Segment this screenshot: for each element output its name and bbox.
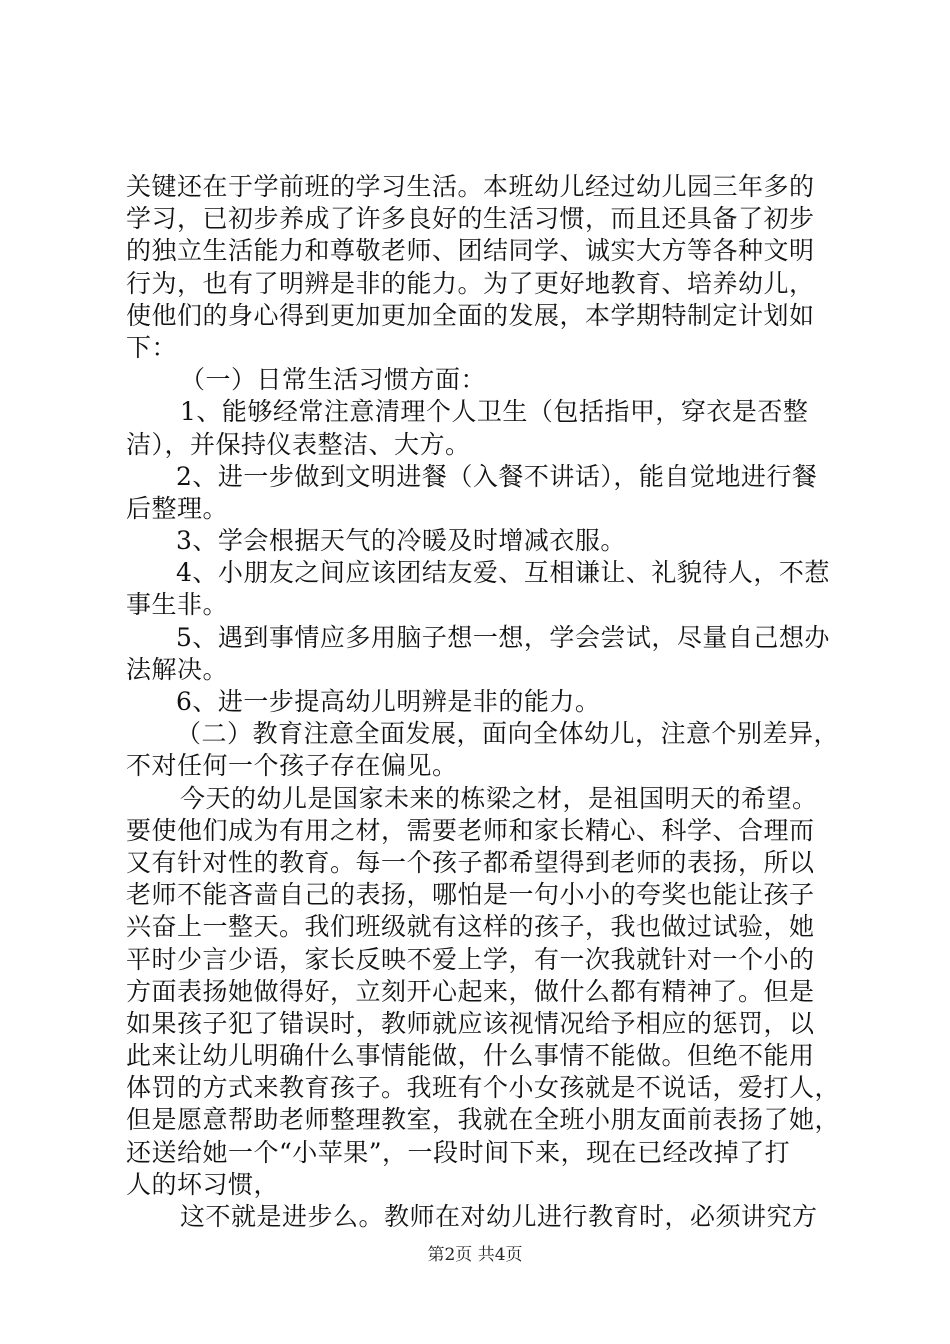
text-line: 不对任何一个孩子存在偏见。 — [126, 751, 458, 781]
text-line: 4、小朋友之间应该团结友爱、互相谦让、礼貌待人，不惹 — [176, 558, 830, 588]
text-line: 后整理。 — [126, 493, 229, 523]
text-line: 2、进一步做到文明进餐（入餐不讲话），能自觉地进行餐 — [176, 461, 818, 491]
text-line: 3、学会根据天气的冷暖及时增减衣服。 — [176, 526, 626, 556]
text-line: 体罚的方式来教育孩子。我班有个小女孩就是不说话，爱打人， — [126, 1073, 841, 1103]
text-line: 行为，也有了明辨是非的能力。为了更好地教育、培养幼儿， — [126, 268, 815, 298]
text-line: 今天的幼儿是国家未来的栋梁之材，是祖国明天的希望。 — [180, 783, 818, 813]
text-line: 此来让幼儿明确什么事情能做，什么事情不能做。但绝不能用 — [126, 1041, 815, 1071]
text-line: （一）日常生活习惯方面： — [180, 365, 487, 395]
text-line: 的独立生活能力和尊敬老师、团结同学、诚实大方等各种文明 — [126, 236, 815, 266]
text-line: 但是愿意帮助老师整理教室，我就在全班小朋友面前表扬了她， — [126, 1105, 841, 1135]
page-footer: 第2页 共4页 — [427, 1245, 523, 1265]
text-line: 还送给她一个“小苹果”，一段时间下来，现在已经改掉了打 — [126, 1137, 791, 1167]
text-line: 使他们的身心得到更加更加全面的发展，本学期特制定计划如 — [126, 300, 815, 330]
text-line: 兴奋上一整天。我们班级就有这样的孩子，我也做过试验，她 — [126, 912, 815, 942]
text-line: 如果孩子犯了错误时，教师就应该视情况给予相应的惩罚，以 — [126, 1008, 815, 1038]
text-line: 关键还在于学前班的学习生活。本班幼儿经过幼儿园三年多的 — [126, 172, 815, 201]
text-line: （二）教育注意全面发展，面向全体幼儿，注意个别差异， — [176, 719, 840, 749]
text-line: 1、能够经常注意清理个人卫生（包括指甲，穿衣是否整 — [180, 397, 809, 427]
text-line: 5、遇到事情应多用脑子想一想，学会尝试，尽量自己想办 — [176, 622, 830, 652]
text-line: 法解决。 — [126, 654, 229, 684]
text-line: 平时少言少语，家长反映不爱上学，有一次我就针对一个小的 — [126, 944, 815, 974]
text-line: 6、进一步提高幼儿明辨是非的能力。 — [176, 687, 601, 716]
text-line: 又有针对性的教育。每一个孩子都希望得到老师的表扬，所以 — [126, 847, 815, 877]
text-line: 这不就是进步么。教师在对幼儿进行教育时，必须讲究方 — [180, 1202, 818, 1231]
text-line: 事生非。 — [126, 590, 229, 620]
text-line: 人的坏习惯， — [126, 1169, 280, 1199]
text-line: 洁），并保持仪表整洁、大方。 — [126, 429, 471, 459]
text-line: 方面表扬她做得好，立刻开心起来，做什么都有精神了。但是 — [126, 976, 815, 1006]
text-line: 学习，已初步养成了许多良好的生活习惯，而且还具备了初步 — [126, 204, 815, 234]
document-body — [126, 171, 846, 1233]
text-line: 下： — [126, 332, 178, 362]
text-line: 老师不能吝啬自己的表扬，哪怕是一句小小的夸奖也能让孩子 — [126, 880, 815, 910]
text-line: 要使他们成为有用之材，需要老师和家长精心、科学、合理而 — [126, 815, 815, 845]
